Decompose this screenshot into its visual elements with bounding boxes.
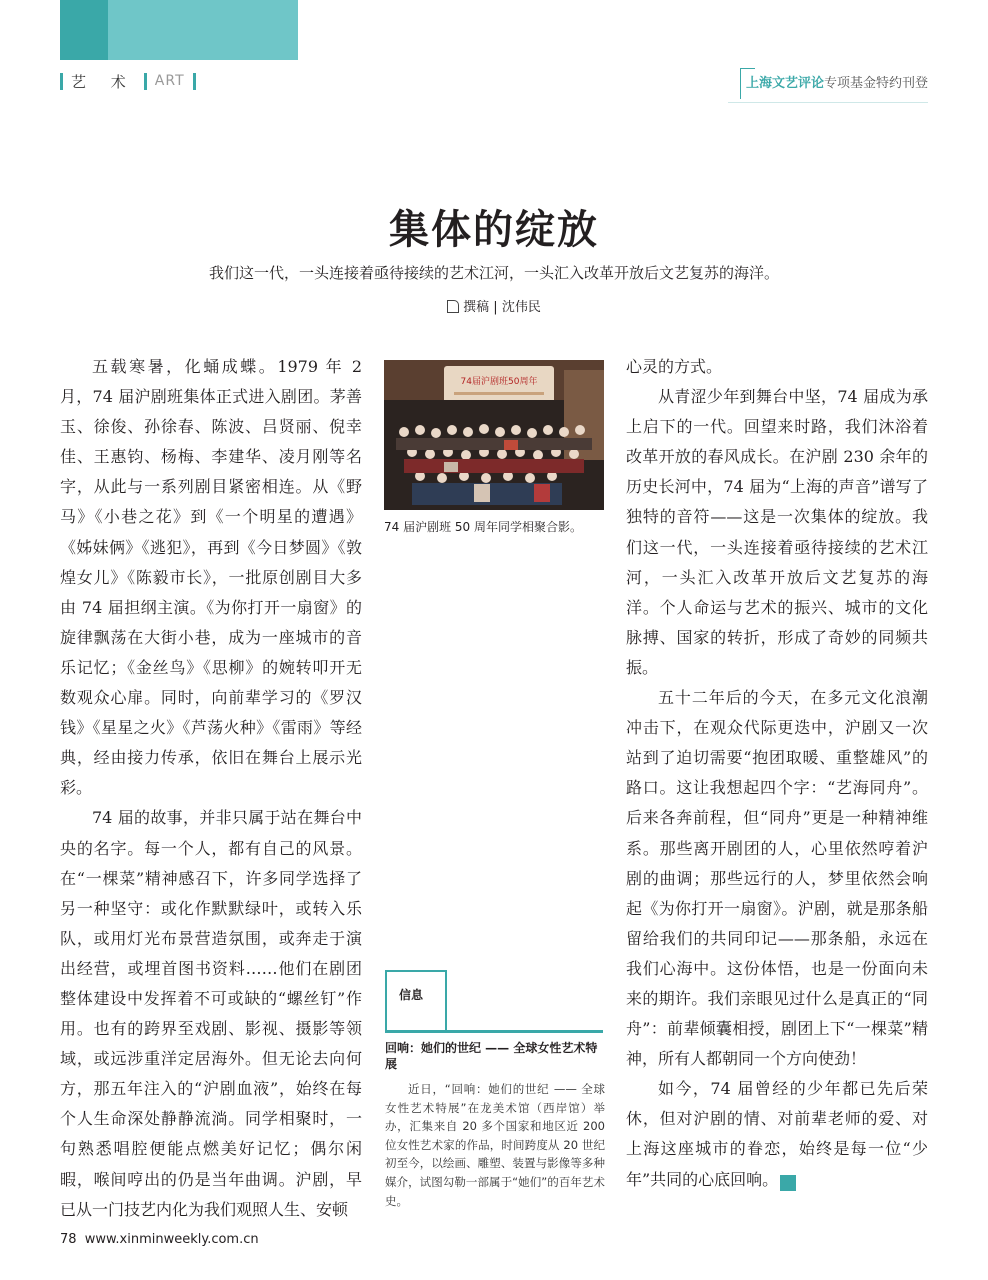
info-tag: 信息: [385, 970, 447, 1032]
sponsor-text: 专项基金特约刊登: [823, 76, 928, 91]
paragraph: 从青涩少年到舞台中坚，74 届成为承上启下的一代。回望来时路，我们沐浴着改革开放的春风成长。在沪剧 230 余年的历史长河中，74 届为“上海的声音”谱写了独特的音符——这是一次集体的绽放。我们这一代，一头连接着亟待接续的艺术江河，一头汇入改革开放后文艺复苏的海洋。个人命运与艺术的振兴、城市的文化脉搏、国家的转折，形成了奇妙的同频共振。: [626, 387, 928, 677]
header-tab-dark: [60, 0, 108, 60]
header-tab-light: [108, 0, 298, 60]
sponsor-rule: [728, 102, 928, 103]
paragraph: [626, 1074, 928, 1194]
photo-banner-text: 74届沪剧班50周年: [460, 377, 538, 387]
info-rule: [385, 1030, 603, 1033]
info-title: 回响：她们的世纪 —— 全球女性艺术特展: [385, 1041, 598, 1071]
section-bar-icon: [60, 73, 63, 90]
article-title: 集体的绽放: [389, 207, 599, 253]
section-bar-icon: [144, 73, 147, 90]
paragraph-text: 如今，74 届曾经的少年都已先后荣休，但对沪剧的情、对前辈老师的爱、对上海这座城市的眷恋，始终是每一位“少年”共同的心底回响。: [626, 1079, 928, 1189]
article-column-right: [626, 352, 928, 1195]
sponsor-brand: 上海文艺评论: [745, 76, 824, 91]
section-name-cn: 艺 术: [71, 72, 136, 91]
article-column-left: [60, 352, 362, 1225]
info-body: 近日，“回响：她们的世纪 —— 全球女性艺术特展”在龙美术馆（西岸馆）举办，汇集来自 20 多个国家和地区近 200 位女性艺术家的作品，时间跨度从 20 世纪初至今，以绘画、雕塑、装置与影像等多种媒介，试图勾勒一部属于“她们”的百年艺术史。: [385, 1082, 605, 1208]
paragraph: 心灵的方式。: [626, 357, 723, 376]
group-photo-image: [384, 360, 604, 510]
article-subtitle: 我们这一代，一头连接着亟待接续的艺术江河，一头汇入改革开放后文艺复苏的海洋。: [208, 264, 779, 282]
byline-author: 沈伟民: [501, 300, 541, 315]
sponsor-credit: [740, 72, 928, 91]
page-number: 78: [60, 1232, 77, 1247]
paragraph: 74 届的故事，并非只属于站在舞台中央的名字。每一个人，都有自己的风景。在“一棵菜”精神感召下，许多同学选择了另一种坚守：或化作默默绿叶，或转入乐队，或用灯光布景营造氛围，或奔走于演出经营，或埋首图书资料……他们在剧团整体建设中发挥着不可或缺的“螺丝钉”作用。也有的跨界至戏剧、影视、摄影等领域，或远涉重洋定居海外。但无论去向何方，那五年注入的“沪剧血液”，始终在每个人生命深处静静流淌。同学相聚时，一句熟悉唱腔便能点燃美好记忆；偶尔闲暇，喉间哼出的仍是当年曲调。沪剧，早已从一门技艺内化为我们观照人生、安顿: [60, 808, 362, 1219]
byline-role: 撰稿: [463, 300, 490, 315]
section-label: [60, 70, 204, 92]
group-photo: [384, 360, 604, 510]
pen-icon: [447, 300, 459, 313]
photo-caption: 74 届沪剧班 50 周年同学相聚合影。: [384, 520, 582, 534]
section-bar-icon: [193, 73, 196, 90]
page-footer: [60, 1232, 259, 1247]
byline: 撰稿 | 沈伟民: [0, 296, 988, 315]
section-name-en: ART: [154, 73, 185, 89]
paragraph: 五载寒暑，化蛹成蝶。1979 年 2 月，74 届沪剧班集体正式进入剧团。茅善玉、徐俊、孙徐春、陈波、吕贤丽、倪幸佳、王惠钧、杨梅、李建华、凌月刚等名字，从此与一系列剧目紧密相连。从《野马》《小巷之花》到《一个明星的遭遇》《姊妹俩》《逃犯》，再到《今日梦圆》《敦煌女儿》《陈毅市长》，一批原创剧目大多由 74 届担纲主演。《为你打开一扇窗》的旋律飘荡在大街小巷，成为一座城市的音乐记忆；《金丝鸟》《思柳》的婉转叩开无数观众心扉。同时，向前辈学习的《罗汉钱》《星星之火》《芦荡火种》《雷雨》等经典，经由接力传承，依旧在舞台上展示光彩。: [60, 357, 362, 798]
website-url: www.xinminweekly.com.cn: [84, 1232, 259, 1247]
end-mark-icon: 民: [780, 1175, 796, 1191]
paragraph: 五十二年后的今天，在多元文化浪潮冲击下，在观众代际更迭中，沪剧又一次站到了迫切需要“抱团取暖、重整雄风”的路口。这让我想起四个字：“艺海同舟”。后来各奔前程，但“同舟”更是一种精神维系。那些离开剧团的人，心里依然哼着沪剧的曲调；那些远行的人，梦里依然会响起《为你打开一扇窗》。沪剧，就是那条船留给我们的共同印记——那条船，永远在我们心海中。这份体悟，也是一份面向未来的期许。我们亲眼见过什么是真正的“同舟”：前辈倾囊相授，剧团上下“一棵菜”精神，所有人都朝同一个方向使劲！: [626, 688, 928, 1069]
